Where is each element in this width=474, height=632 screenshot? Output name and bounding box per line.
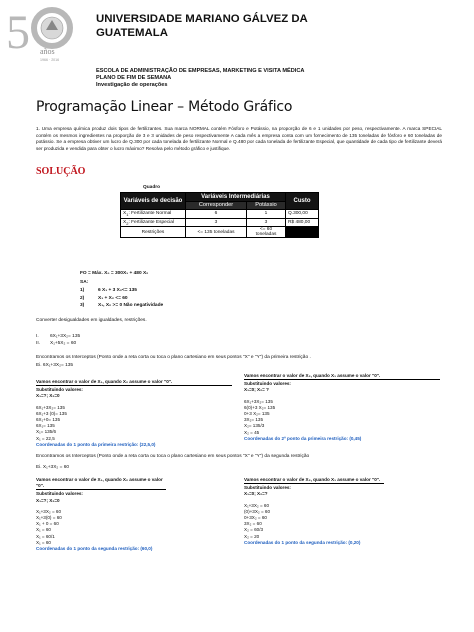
calc-line: 6X₁+3X₂= 135 <box>244 398 273 404</box>
problem-statement: 1. Uma empresa química produz dois tipos de fertilizantes. Sua marca NORMAL contém Fósforo e Potássio, na proporção de 6 e 1 unidades por peso, respectivamente. A marca SPECIAL contém os mesmos ingredientes na proporção de 3 e 3 unidades de peso respectivamente A cada mês a empresa conta com um fornecimento de 135 toneladas de fósforo e 60 toneladas de potássio. Se a empresa obtiver um lucro de Q.300 por cada tonelada de fertilizante Normal e Q.480 por cada tonelada de fertilizante Especial, que quantidade de cada tipo de fertilizante deverá ser produzida e vendida para obter o lucro máximo? Resolva pelo método gráfico e justifique. <box>36 126 442 151</box>
table-row <box>121 210 319 219</box>
coordinate-result: Coordenadas do 1 ponto da segunda restrição: (0,20) <box>244 539 361 545</box>
box-subtitle: Substituindo valores: <box>36 491 83 497</box>
school-info <box>96 68 304 89</box>
calc-line: 6X₁+3X₂= 135 <box>36 404 65 410</box>
box-values: X₁=0; X₂=? <box>244 491 268 497</box>
calc-line: X₁ + 0 = 60 <box>36 521 59 527</box>
school-line-2: PLANO DE FIM DE SEMANA <box>96 75 172 81</box>
calc-line: 6(0)+3 X₂= 135 <box>244 404 276 410</box>
header-intermediate-vars: Variáveis Intermediárias <box>186 193 286 202</box>
box-subtitle: Substituindo valores: <box>36 387 83 393</box>
calc-line: 6X₁+3 (0)= 135 <box>36 410 67 416</box>
intercept-box-1 <box>36 373 232 448</box>
calc-line: X₁ = 22,5 <box>36 435 55 441</box>
calc-line: X₂ = 60/3 <box>244 527 264 533</box>
intercept-box-4 <box>244 477 440 546</box>
calc-line: 0+3X₂ = 60 <box>244 514 267 520</box>
header-corresponder: Corresponder <box>186 201 247 210</box>
cell-value: 1 <box>247 210 286 219</box>
equation-item: II. X₁+5X₂ = 60 <box>36 340 77 346</box>
calc-line: X₁ = 60 <box>36 539 51 545</box>
intercept-intro-2: Encontramos os Interceptos (Ponto onde a reta corta ou toca o plano cartesiano em seus pontos "X" e "Y") da segunda restrição <box>36 454 310 459</box>
calc-line: 0+3 X₂= 135 <box>244 410 270 416</box>
calc-line: 3X₂= 135 <box>244 417 264 423</box>
row-label: $X_2$: Fertilizante Especial <box>121 218 186 227</box>
row-label: $X_1$: Fertilizante Normal <box>121 210 186 219</box>
calc-line: X₁ = 60/1 <box>36 533 55 539</box>
intercept-intro-1: Encontramos os Interceptos (Ponto onde a reta corta ou toca o plano cartesiano em seus pontos "X" e "Y") da primeira restrição . <box>36 355 311 360</box>
svg-text:1966 · 2016: 1966 · 2016 <box>40 58 60 62</box>
calc-line: (0)+3X₂ = 60 <box>244 508 271 514</box>
calc-line: X₂ = 20 <box>244 533 260 539</box>
calc-line: X₂ = 45 <box>244 429 260 435</box>
constraints-list <box>80 288 163 311</box>
svg-text:5: 5 <box>6 6 30 59</box>
box-subtitle: Substituindo valores: <box>244 485 291 491</box>
solution-heading: SOLUÇÃO <box>36 166 86 177</box>
example-equation-1: Ei. 6X₁+3X₂= 135 <box>36 363 74 368</box>
box-header: Vamos encontrar o valor de X₂, quando X₁ assume o valor "0". <box>244 373 440 380</box>
constraint-item: 2) X₁ + X₂ <= 60 <box>80 295 128 301</box>
example-equation-2: Ei. X₁+3X₂ = 60 <box>36 465 70 470</box>
calc-line: X₁= 135/6 <box>36 429 57 435</box>
cell-empty <box>286 227 319 238</box>
cell-cost: R$ 480,00 <box>286 218 319 227</box>
box-header: Vamos encontrar o valor de X₁, quando X₂ assume o valor "0". <box>36 477 166 490</box>
calc-line: X₁+3(0) = 60 <box>36 514 62 520</box>
table-row <box>121 227 319 238</box>
constraint-item: 1) 6 X₁ + 3 X₂<= 135 <box>80 288 137 293</box>
page-title: Programação Linear – Método Gráfico <box>36 99 293 115</box>
header-cost: Custo <box>286 193 319 210</box>
cell-value: 3 <box>186 218 247 227</box>
box-header: Vamos encontrar o valor de X₂, quando X₁ assume o valor "0". <box>244 477 384 484</box>
objective-function: FO = Máx. X₀ = 300X₁ + 480 X₂ <box>80 271 149 276</box>
constraint-item: 3) X₁, X₂ >= 0 Não negatividade <box>80 303 164 309</box>
convert-instruction: Converter desigualdades em igualdades, restrições. <box>36 318 147 323</box>
intercept-box-3 <box>36 477 232 552</box>
cell-cost: Q.300,00 <box>286 210 319 219</box>
box-values: X₁=0; X₂= ? <box>244 387 269 393</box>
coordinate-result: Coordenadas do 1 ponto da primeira restrição: (22,5,0) <box>36 441 156 447</box>
intercept-box-2 <box>244 373 440 442</box>
cell-value: 3 <box>247 218 286 227</box>
school-line-1: ESCOLA DE ADMINISTRAÇÃO DE EMPRESAS, MARKETING E VISITA MÉDICA <box>96 68 305 74</box>
university-logo <box>4 2 94 64</box>
calc-line: X₁+3X₂ = 60 <box>36 508 62 514</box>
cell-value: <= 135 toneladas <box>186 227 247 238</box>
table-row <box>121 218 319 227</box>
university-name: UNIVERSIDADE MARIANO GÁLVEZ DA GUATEMALA <box>96 13 308 39</box>
coordinate-result: Coordenadas do 2º ponto da primeira restrição: (0,45) <box>244 435 362 441</box>
calc-line: X₂= 135/3 <box>244 423 265 429</box>
row-label: Restrições <box>121 227 186 238</box>
calc-line: 6X₁= 135 <box>36 423 55 429</box>
header-potassio: Potássio <box>247 201 286 210</box>
calc-line: X₁+3X₂ = 60 <box>244 502 270 508</box>
cell-value: 6 <box>186 210 247 219</box>
header-decision-vars: Variáveis de decisão <box>121 193 186 210</box>
calc-line: 6X₁+0= 135 <box>36 416 61 422</box>
calc-line: X₁ = 60 <box>36 527 51 533</box>
equations-list <box>36 334 80 347</box>
subject-to-label: SA: <box>80 280 89 285</box>
box-values: X₁=?; X₂=0 <box>36 393 60 399</box>
coordinate-result: Coordenadas do 1 ponto da segunda restrição: (60,0) <box>36 545 153 551</box>
calc-line: 3X₂ = 60 <box>244 521 262 527</box>
box-subtitle: Substituindo valores: <box>244 381 291 387</box>
cell-value: <= 60 toneladas <box>247 227 286 238</box>
box-values: X₁=?; X₂=0 <box>36 497 60 503</box>
table-caption: Quadro <box>143 185 161 190</box>
equation-item: I. 6X₁+3X₂= 135 <box>36 334 81 339</box>
logo-text: años <box>40 47 55 56</box>
box-header: Vamos encontrar o valor de X₁, quando X₂ assume o valor "0". <box>36 373 232 386</box>
data-table <box>120 192 319 238</box>
school-line-3: Investigação de operações <box>96 82 168 88</box>
